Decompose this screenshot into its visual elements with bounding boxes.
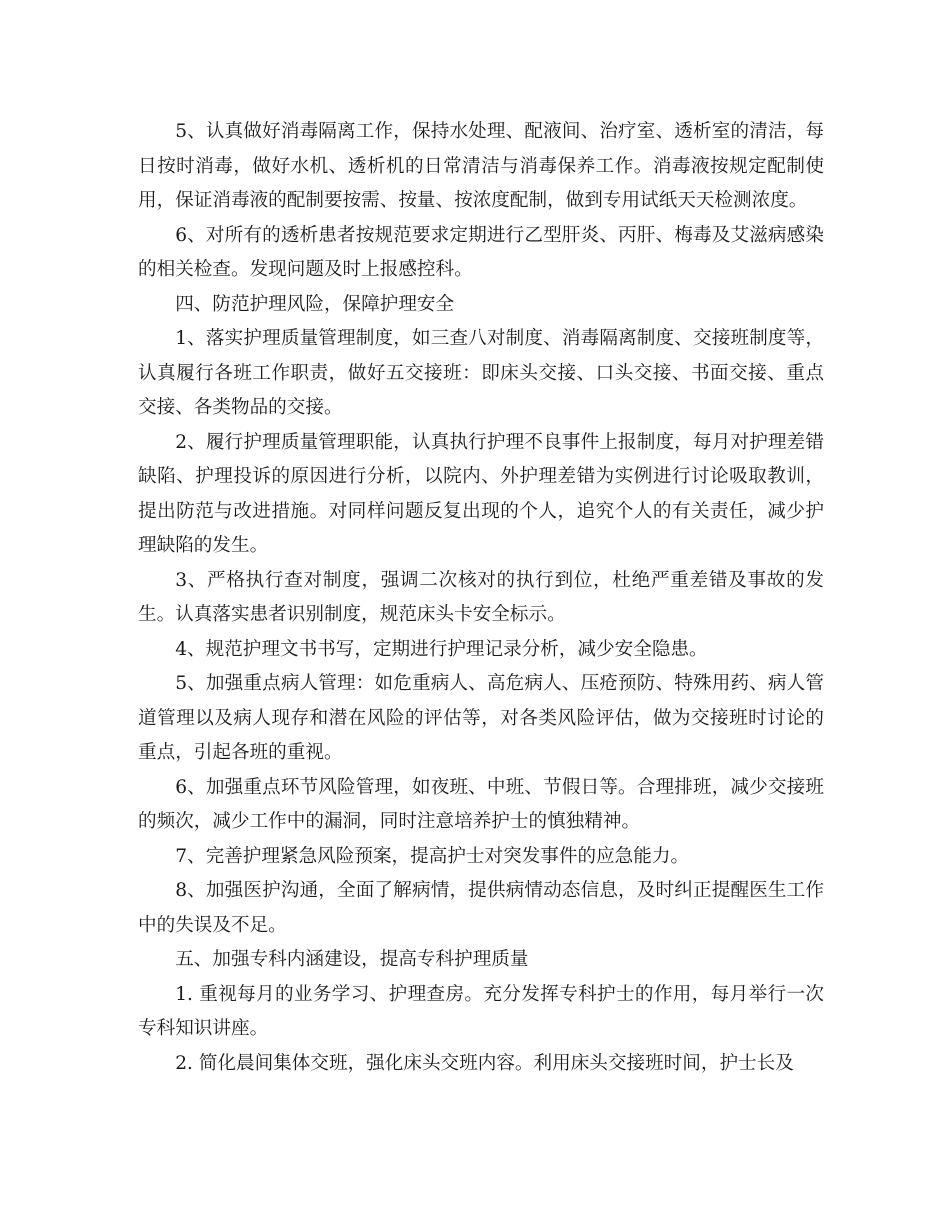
document-body [138, 115, 824, 1081]
paragraph-emergency-plan: 7、完善护理紧急风险预案，提高护士对突发事件的应急能力。 [175, 845, 690, 867]
paragraph-key-links: 6、加强重点环节风险管理，如夜班、中班、节假日等。合理排班，减少交接班的频次，减少工作中的漏洞，同时注意培养护士的慎独精神。 [138, 776, 824, 832]
section-heading-risk-prevention: 四、防范护理风险，保障护理安全 [175, 293, 455, 315]
paragraph-infection-screening: 6、对所有的透析患者按规范要求定期进行乙型肝炎、丙肝、梅毒及艾滋病感染的相关检查。发现问题及时上报感控科。 [138, 224, 824, 280]
paragraph-key-patients: 5、加强重点病人管理：如危重病人、高危病人、压疮预防、特殊用药、病人管道管理以及病人现存和潜在风险的评估等，对各类风险评估，做为交接班时讨论的重点，引起各班的重视。 [138, 673, 824, 763]
section-heading-specialty: 五、加强专科内涵建设，提高专科护理质量 [175, 949, 529, 970]
paragraph-quality-system: 1、落实护理质量管理制度，如三查八对制度、消毒隔离制度、交接班制度等，认真履行各班工作职责，做好五交接班：即床头交接、口头交接、书面交接、重点交接、各类物品的交接。 [138, 328, 824, 418]
paragraph-quality-management: 2、履行护理质量管理职能，认真执行护理不良事件上报制度，每月对护理差错缺陷、护理投诉的原因进行分析，以院内、外护理差错为实例进行讨论吸取教训，提出防范与改进措施。对同样问题反复出现的个人，追究个人的有关责任，减少护理缺陷的发生。 [138, 431, 824, 556]
paragraph-communication: 8、加强医护沟通，全面了解病情，提供病情动态信息，及时纠正提醒医生工作中的失误及不足。 [138, 880, 824, 936]
paragraph-disinfection: 5、认真做好消毒隔离工作，保持水处理、配液间、治疗室、透析室的清洁，每日按时消毒，做好水机、透析机的日常清洁与消毒保养工作。消毒液按规定配制使用，保证消毒液的配制要按需、按量、按浓度配制，做到专用试纸天天检测浓度。 [138, 121, 824, 211]
paragraph-verification: 3、严格执行查对制度，强调二次核对的执行到位，杜绝严重差错及事故的发生。认真落实患者识别制度，规范床头卡安全标示。 [138, 569, 824, 625]
paragraph-study: 1. 重视每月的业务学习、护理查房。充分发挥专科护士的作用，每月举行一次专科知识讲座。 [138, 983, 824, 1039]
paragraph-documentation: 4、规范护理文书书写，定期进行护理记录分析，减少安全隐患。 [175, 638, 708, 660]
paragraph-handover: 2. 简化晨间集体交班，强化床头交班内容。利用床头交接班时间，护士长及 [175, 1052, 794, 1074]
